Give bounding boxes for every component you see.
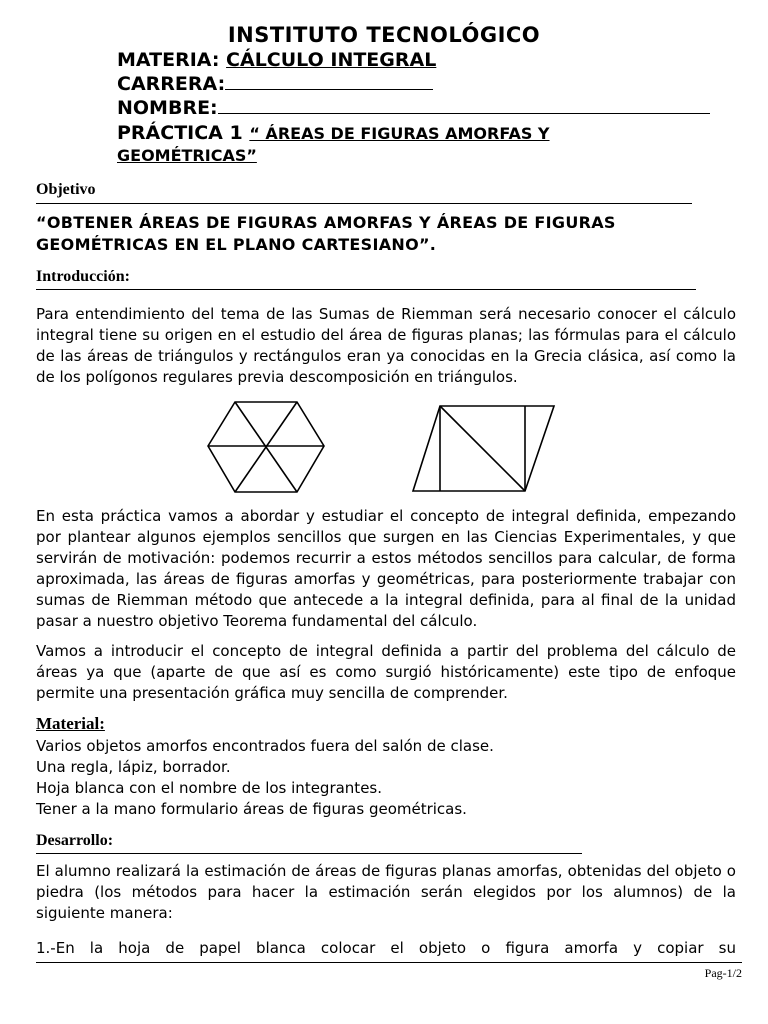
intro-paragraph-2-text: En esta práctica vamos a abordar y estudiar el concepto de integral definida, empezando por plantear algunos ejemplos sencillos que surgen en las Ciencias Experimentales, y que servirán de motivación: podemos recurrir a estos métodos sencillos para calcular, de forma aproximada, las áreas de figuras amorfas y geométricas, para posteriormente trabajar con sumas de Riemman método que antecede a la integral definida, para al final de la unidad pasar a nuestro objetivo Teorema fundamental del cálculo. (36, 507, 736, 630)
institution-title: INSTITUTO TECNOLÓGICO (227, 23, 541, 47)
material-item: Varios objetos amorfos encontrados fuera del salón de clase. (36, 737, 494, 755)
carrera-line (117, 73, 433, 95)
footer-rule (36, 962, 742, 963)
carrera-label: CARRERA: (117, 73, 226, 95)
desarrollo-paragraph-1-text: El alumno realizará la estimación de áreas de figuras planas amorfas, obtenidas del objeto o piedra (los métodos para hacer la estimación serán elegidos por los alumnos) de la siguiente manera: (36, 862, 736, 922)
hexagon-figure (208, 402, 324, 492)
intro-paragraph-1 (36, 304, 736, 388)
geometric-figures (200, 398, 560, 498)
carrera-blank (225, 88, 433, 90)
objetivo-line-1: “OBTENER ÁREAS DE FIGURAS AMORFAS Y ÁREAS DE FIGURAS (36, 213, 616, 232)
intro-paragraph-2 (36, 506, 736, 632)
desarrollo-heading: Desarrollo: (36, 832, 114, 849)
intro-paragraph-1-text: Para entendimiento del tema de las Sumas de Riemman será necesario conocer el cálculo integral tiene su origen en el estudio del área de figuras planas; las fórmulas para el cálculo de las áreas de triángulos y rectángulos eran ya conocidas en la Grecia clásica, así como la de los polígonos regulares previa descomposición en triángulos. (36, 305, 736, 386)
parallelogram-figure (413, 406, 554, 491)
desarrollo-paragraph-1 (36, 861, 736, 924)
material-item: Una regla, lápiz, borrador. (36, 758, 231, 776)
materia-value: CÁLCULO INTEGRAL (226, 49, 437, 71)
practica-title-1: “ ÁREAS DE FIGURAS AMORFAS Y (249, 124, 550, 143)
materia-line (117, 49, 436, 71)
nombre-label: NOMBRE: (117, 97, 218, 119)
objetivo-text (36, 212, 736, 256)
desarrollo-rule (36, 853, 582, 854)
materia-label: MATERIA: (117, 49, 227, 71)
material-heading: Material: (36, 714, 105, 733)
desarrollo-step-1: 1.-En la hoja de papel blanca colocar el objeto o figura amorfa y copiar su (36, 939, 736, 957)
introduccion-rule (36, 289, 696, 290)
nombre-blank (218, 112, 710, 114)
material-list (36, 736, 494, 820)
objetivo-rule (36, 203, 692, 204)
page-number: Pag-1/2 (704, 966, 742, 980)
material-item: Hoja blanca con el nombre de los integrantes. (36, 779, 383, 797)
introduccion-heading: Introducción: (36, 268, 130, 285)
objetivo-line-2: GEOMÉTRICAS EN EL PLANO CARTESIANO”. (36, 235, 437, 254)
practica-title-2: GEOMÉTRICAS” (117, 146, 257, 165)
nombre-line (117, 97, 710, 119)
intro-paragraph-3 (36, 641, 736, 704)
practica-label: PRÁCTICA 1 (117, 122, 250, 144)
objetivo-heading: Objetivo (36, 181, 96, 198)
practica-line (117, 122, 550, 144)
intro-paragraph-3-text: Vamos a introducir el concepto de integral definida a partir del problema del cálculo de áreas ya que (aparte de que así es como surgió históricamente) este tipo de enfoque permite una presentación gráfica muy sencilla de comprender. (36, 642, 736, 702)
material-item: Tener a la mano formulario áreas de figuras geométricas. (36, 800, 467, 818)
